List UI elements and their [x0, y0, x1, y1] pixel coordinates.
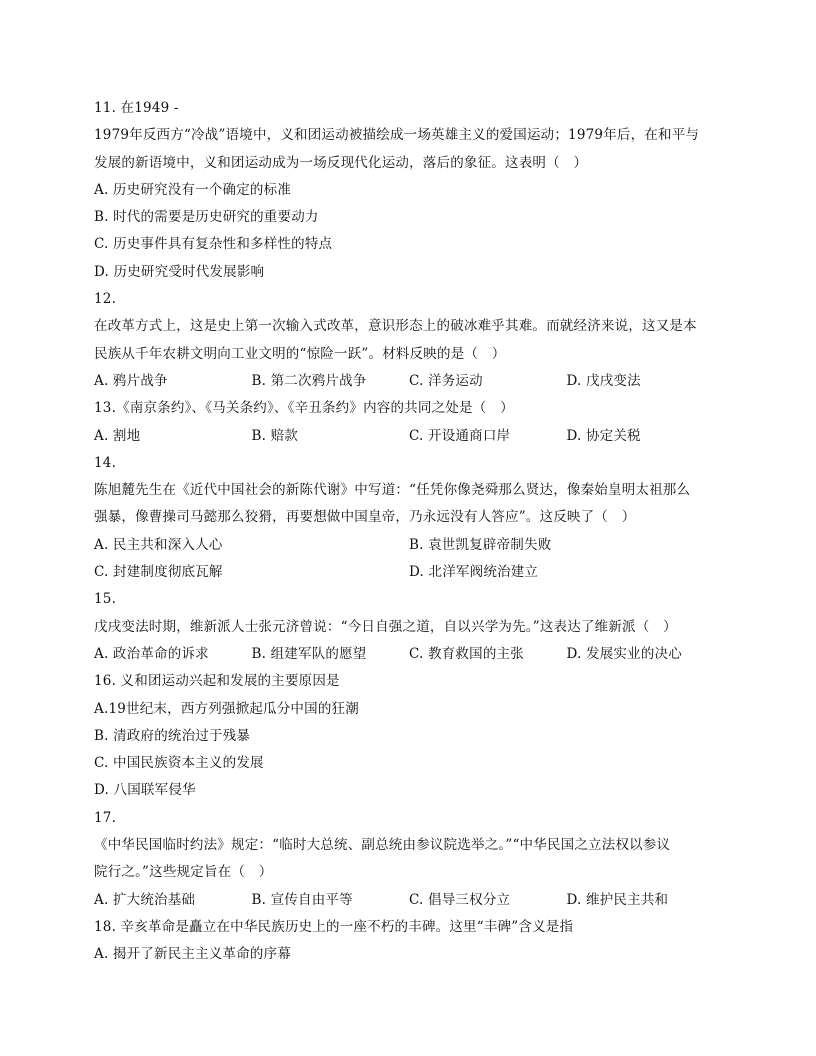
option-b: B. 时代的需要是历史研究的重要动力	[94, 209, 319, 226]
question-stem: 11. 在1949 -	[94, 100, 179, 116]
question-stem: 1979年反西方“冷战”语境中，义和团运动被描绘成一场英雄主义的爱国运动；1979年后，在和平与	[94, 127, 700, 144]
options-row	[94, 887, 724, 914]
question-18	[94, 914, 724, 969]
option-b: B. 清政府的统治过于残暴	[94, 727, 251, 744]
option-b: B. 第二次鸦片战争	[251, 372, 367, 389]
options-row	[94, 559, 724, 586]
question-stem: 17.	[94, 809, 117, 826]
question-14	[94, 450, 724, 586]
options-row	[94, 641, 724, 668]
question-stem: 强暴，像曹操司马懿那么狡猾，再要想做中国皇帝，乃永远没有人答应”。这反映了（ ）	[94, 509, 636, 526]
option-c: C. 洋务运动	[409, 372, 483, 389]
question-stem: 16. 义和团运动兴起和发展的主要原因是	[94, 673, 340, 690]
option-d: D. 戊戌变法	[566, 372, 641, 389]
question-stem: 陈旭麓先生在《近代中国社会的新陈代谢》中写道：“任凭你像尧舜那么贤达，像秦始皇明太祖那么	[94, 482, 691, 499]
options-row	[94, 423, 724, 450]
question-stem: 15.	[94, 591, 117, 608]
option-b: B. 宣传自由平等	[251, 891, 353, 908]
option-a: A. 民主共和深入人心	[94, 536, 223, 553]
option-d: D. 协定关税	[566, 427, 641, 444]
option-a: A. 鸦片战争	[94, 372, 168, 389]
option-d: D. 北洋军阀统治建立	[409, 564, 539, 581]
option-c: C. 封建制度彻底瓦解	[94, 564, 223, 581]
question-12	[94, 286, 724, 395]
option-a: A. 政治革命的诉求	[94, 645, 209, 662]
question-stem: 在改革方式上，这是史上第一次输入式改革，意识形态上的破冰难乎其难。而就经济来说，这又是本	[94, 318, 697, 335]
option-c: C. 中国民族资本主义的发展	[94, 755, 264, 772]
option-a: A. 割地	[94, 427, 141, 444]
options-row	[94, 532, 724, 559]
question-17	[94, 805, 724, 914]
question-stem: 18. 辛亥革命是矗立在中华民族历史上的一座不朽的丰碑。这里“丰碑”含义是指	[94, 918, 574, 935]
option-d: D. 八国联军侵华	[94, 782, 196, 799]
option-d: D. 历史研究受时代发展影响	[94, 263, 265, 280]
question-stem: 14.	[94, 454, 117, 471]
question-stem: 戊戌变法时期，维新派人士张元济曾说：“今日自强之道，自以兴学为先。”这表达了维新派（ ）	[94, 618, 677, 635]
option-a: A. 历史研究没有一个确定的标准	[94, 181, 292, 198]
question-stem: 民族从千年农耕文明向工业文明的“惊险一跃”。材料反映的是（ ）	[94, 345, 506, 362]
question-stem: 院行之。”这些规定旨在（ ）	[94, 864, 273, 881]
option-a: A.19世纪末，西方列强掀起瓜分中国的狂潮	[94, 700, 359, 717]
question-stem: 13.《南京条约》、《马关条约》、《辛丑条约》内容的共同之处是（ ）	[94, 400, 514, 417]
option-a: A. 揭开了新民主主义革命的序幕	[94, 946, 292, 963]
options-row	[94, 368, 724, 395]
option-c: C. 开设通商口岸	[409, 427, 511, 444]
question-16	[94, 668, 724, 804]
question-11	[94, 95, 724, 286]
option-b: B. 赔款	[251, 427, 299, 444]
option-c: C. 教育救国的主张	[409, 645, 524, 662]
option-c: C. 倡导三权分立	[409, 891, 511, 908]
question-15	[94, 586, 724, 668]
option-c: C. 历史事件具有复杂性和多样性的特点	[94, 236, 333, 253]
question-stem: 《中华民国临时约法》规定：“临时大总统、副总统由参议院选举之。”“中华民国之立法权以参议	[94, 837, 671, 854]
option-b: B. 袁世凯复辟帝制失败	[409, 536, 552, 553]
question-13	[94, 395, 724, 450]
question-stem: 12.	[94, 291, 117, 308]
option-a: A. 扩大统治基础	[94, 891, 196, 908]
option-d: D. 发展实业的决心	[566, 645, 682, 662]
option-b: B. 组建军队的愿望	[251, 645, 367, 662]
option-d: D. 维护民主共和	[566, 891, 669, 908]
question-stem: 发展的新语境中，义和团运动成为一场反现代化运动，落后的象征。这表明（ ）	[94, 154, 588, 171]
exam-page	[94, 95, 724, 969]
